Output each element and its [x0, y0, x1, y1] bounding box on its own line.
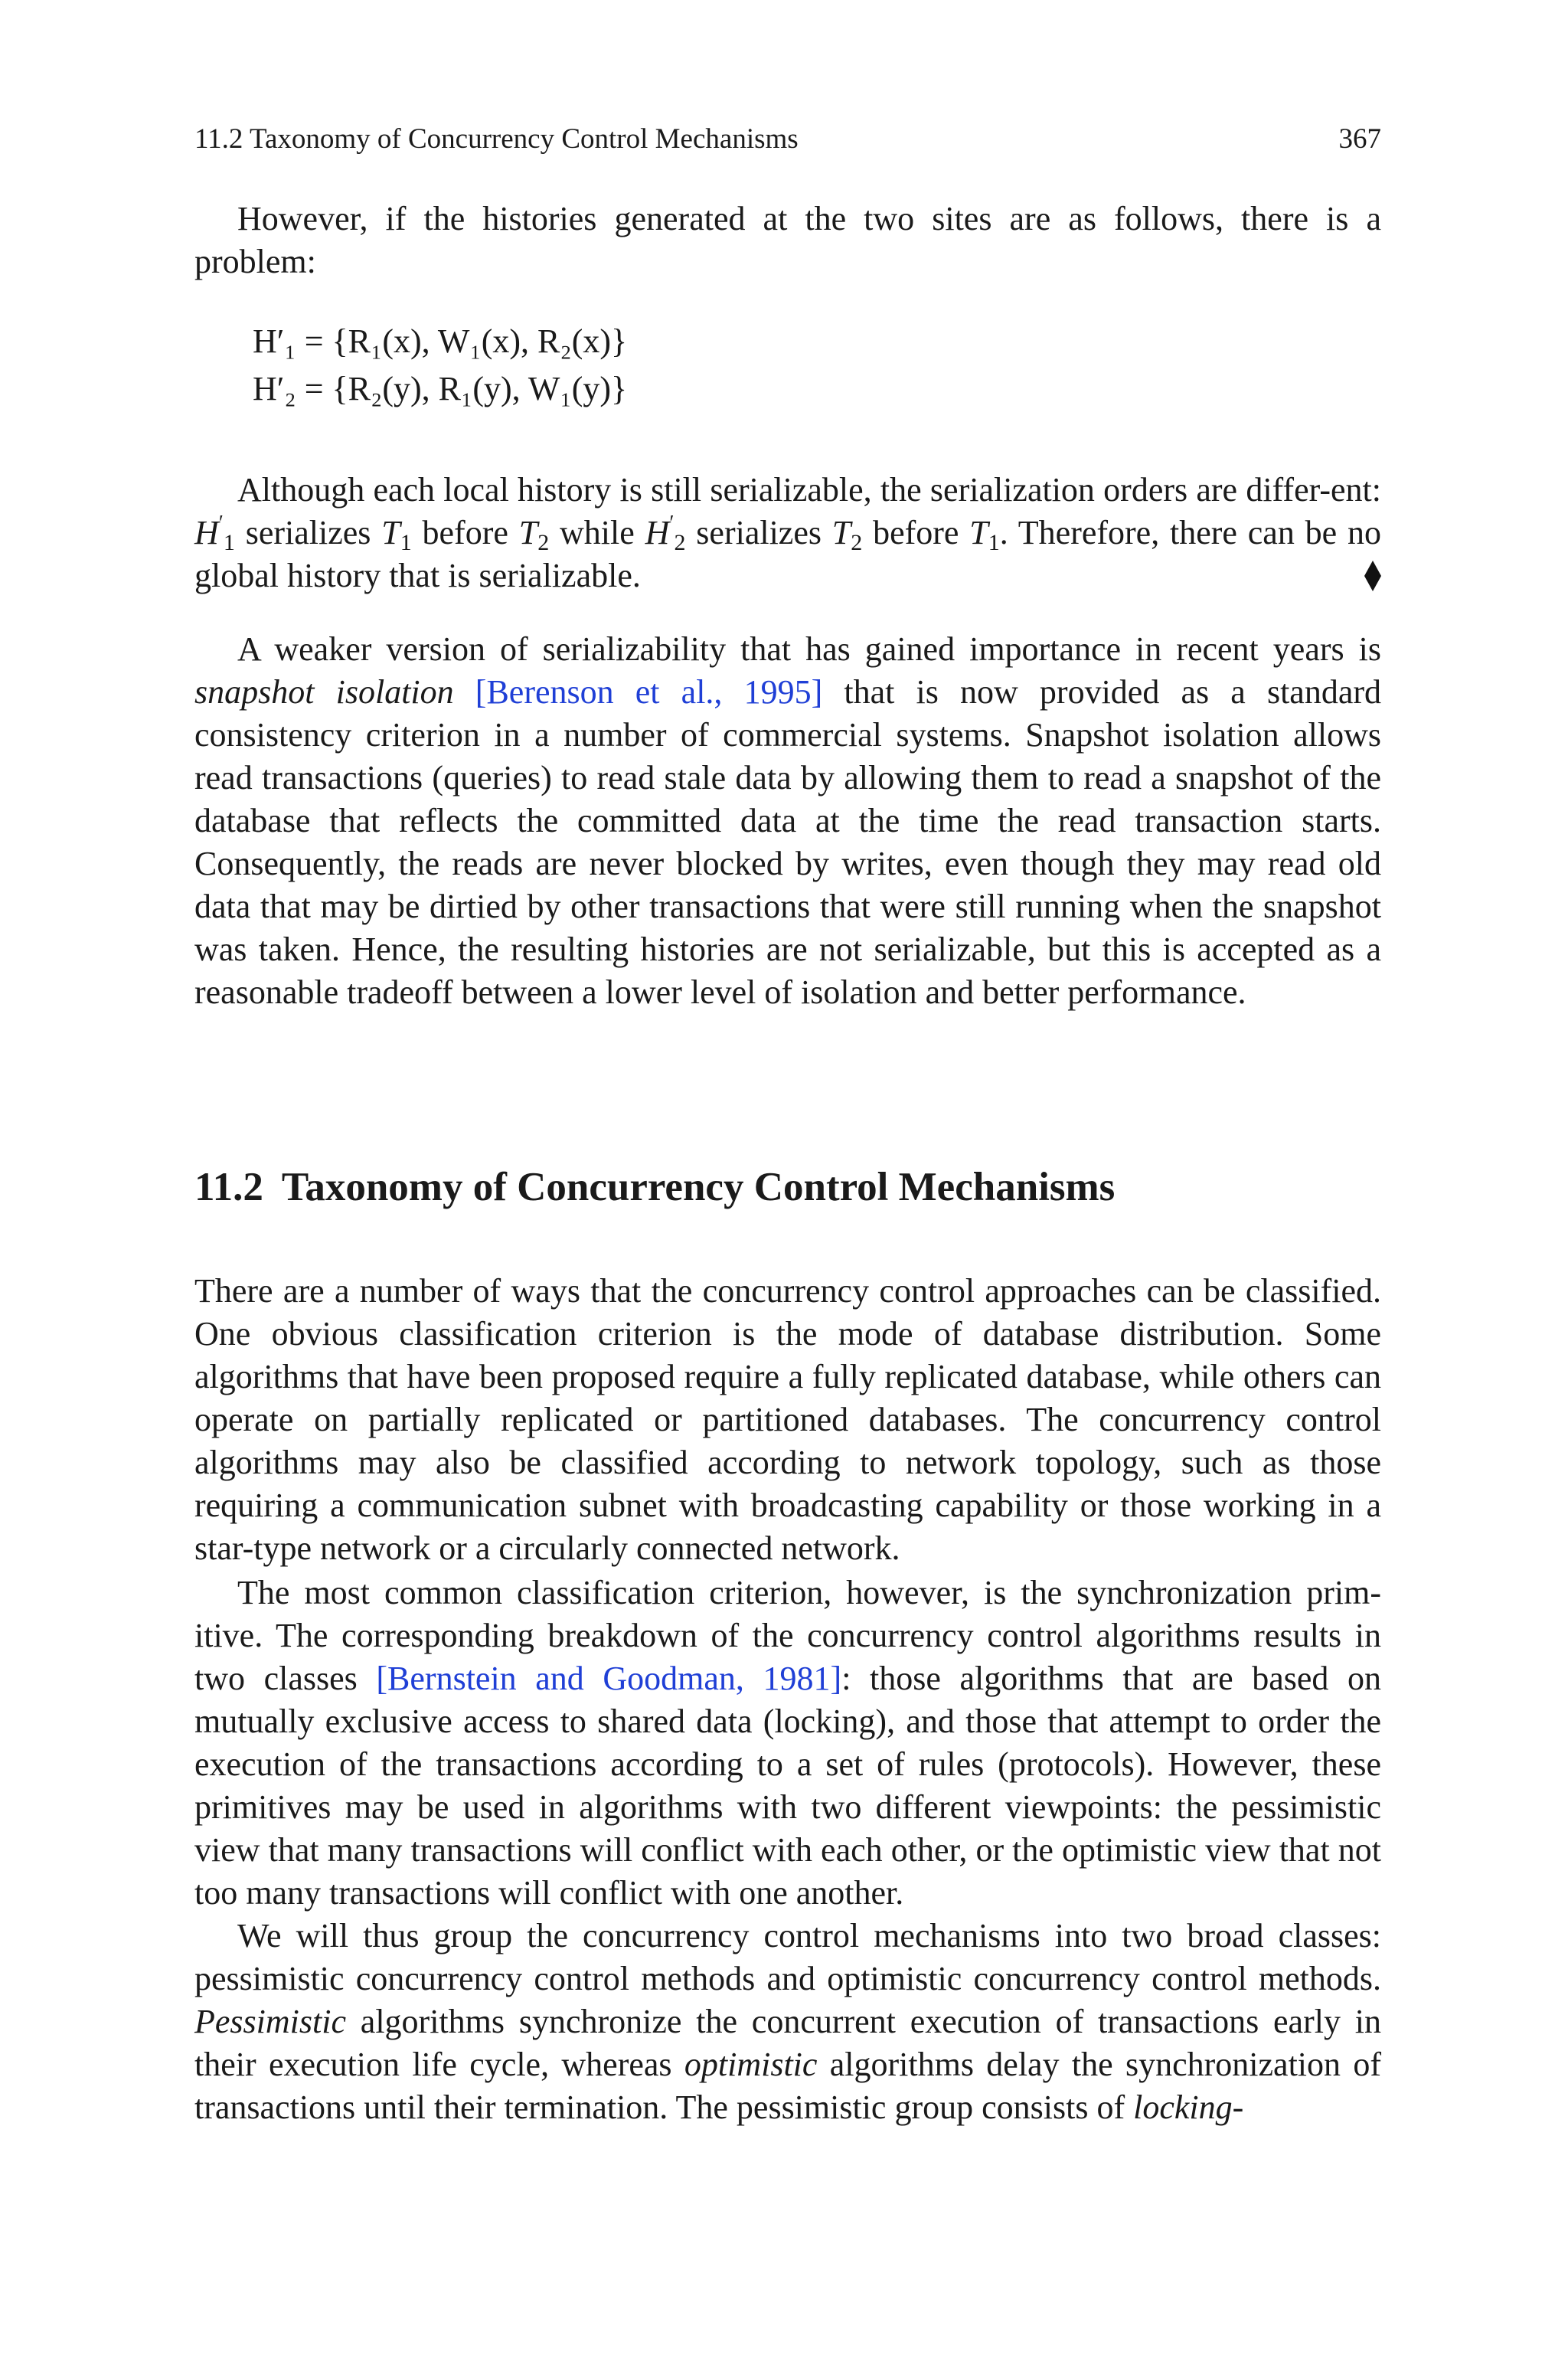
text-run: The most common classification criterion, however, is the synchronization prim-itive. The corresponding breakdown of the concurrency control algorithms results in two classes: [194, 1574, 1381, 1697]
text-run: serializes: [685, 514, 832, 551]
text-run: that is now provided as a standard consistency criterion in a number of commercial systems. Snapshot isolation allows read transactions (queries) to read stale data by allowing them to read a snapshot of the database that reflects the committed data at the time the read transaction starts. Consequently, the reads are never blocked by writes, even though they may read old data that may be dirtied by other transactions that were still running when the snapshot was taken. Hence, the resulting histories are not serializable, but this is accepted as a reasonable tradeoff between a lower level of isolation and better performance.: [194, 673, 1382, 1011]
text-run: A weaker version of serializability that has gained importance in recent years is: [237, 630, 1381, 668]
page-number: 367: [1338, 123, 1381, 155]
citation-link-bernstein-goodman-1981[interactable]: [Bernstein and Goodman, 1981]: [376, 1660, 842, 1697]
running-head-section: 11.2 Taxonomy of Concurrency Control Mechanisms: [194, 123, 799, 155]
paragraph-classification: There are a number of ways that the concurrency control approaches can be classified. One obvious classification criterion is the mode of database distribution. Some algorithms that have been proposed require a fully replicated database, while others can operate on partially replicated or partitioned databases. The concurrency control algorithms may also be classified according to network topology, such as those requiring a communication subnet with broadcasting capability or those working in a star-type network or a circularly connected network.: [194, 1272, 1381, 1567]
equation-h2: H′₂ = {R₂(y), R₁(y), W₁(y)}: [253, 370, 628, 407]
text-run: We will thus group the concurrency control mechanisms into two broad classes: pessimistic concurrency control methods and optimistic concurrency control methods.: [194, 1917, 1381, 1997]
paragraph-pessimistic-optimistic: [194, 1915, 1381, 2129]
paragraph-histories-intro: However, if the histories generated at the two sites are as follows, there is a problem:: [194, 200, 1381, 280]
text-run: : those algorithms that are based on mutually exclusive access to shared data (locking), and those that attempt to order the execution of the transactions according to a set of rules (protocols). However, these primitives may be used in algorithms with two different viewpoints: the pessimistic view that many transactions will conflict with each other, or the optimistic view that not too many transactions will conflict with one another.: [194, 1660, 1381, 1912]
section-title: Taxonomy of Concurrency Control Mechanisms: [281, 1165, 1116, 1209]
term-snapshot-isolation: snapshot isolation: [194, 673, 454, 711]
section-heading: [194, 1163, 1381, 1212]
text-run: while: [549, 514, 645, 551]
paragraph-serialization-orders: Although each local history is still serializable, the serialization orders are differ-ent: $H'_1$ serializes $T_1$ before $T_2$ while $H'_2$ serializes $T_2$ before $T_1$. Therefore, there can be no global history that is serializable.: [194, 471, 1381, 594]
end-of-example-diamond-icon: [1364, 561, 1381, 591]
text-run: before: [411, 514, 519, 551]
running-head: [194, 123, 1381, 161]
citation-link-berenson-1995[interactable]: [Berenson et al., 1995]: [475, 673, 823, 711]
paragraph-snapshot-isolation: [194, 628, 1381, 1014]
section-number: 11.2: [194, 1165, 263, 1209]
text-run: algorithms synchronize the concurrent execution of transactions early in their execution life cycle, whereas: [194, 2003, 1381, 2083]
text-run: . Therefore, there can be no global history that is serializable.: [194, 514, 1381, 594]
text-run: Although each local history is still serializable, the serialization orders are differ-ent:: [237, 471, 1381, 509]
term-optimistic: optimistic: [684, 2046, 818, 2083]
text-run: before: [862, 514, 970, 551]
paragraph-synchronization-primitive: [194, 1572, 1381, 1915]
text-run: algorithms delay the synchronization of transactions until their termination. The pessimistic group consists of: [194, 2046, 1381, 2126]
term-pessimistic: Pessimistic: [194, 2003, 346, 2040]
equation-block: [253, 318, 789, 413]
equation-h1: H′₁ = {R₁(x), W₁(x), R₂(x)}: [253, 322, 628, 360]
term-locking: locking-: [1133, 2089, 1244, 2126]
text-run: serializes: [234, 514, 382, 551]
